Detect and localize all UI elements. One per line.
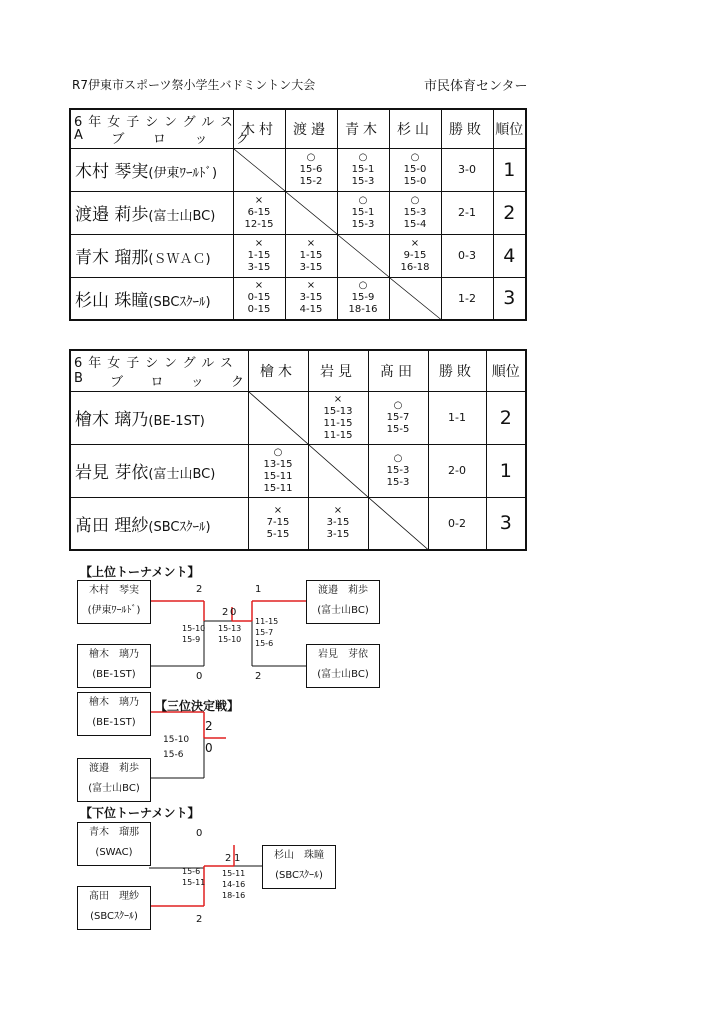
score: 3-15 <box>326 517 350 529</box>
col-header: 木村 <box>233 109 285 148</box>
col-header: 順位 <box>486 350 526 391</box>
score: 15-11 <box>263 482 293 494</box>
match-scores <box>182 623 205 645</box>
player-club: (伊東ﾜｰﾙﾄﾞ) <box>87 605 141 616</box>
player-name: 青木 瑠那 <box>89 827 139 838</box>
score: 15-10 <box>218 635 242 644</box>
player-club: (富士山BC) <box>88 783 140 794</box>
score: 9-15 <box>403 249 427 261</box>
game-count: 2 <box>196 584 203 595</box>
player-name: 杉山 珠瞳 <box>274 850 324 861</box>
score: 6-15 <box>247 206 271 218</box>
player-club: (富士山BC) <box>148 209 216 224</box>
player-club: (SBCｽｸｰﾙ) <box>148 519 211 535</box>
record-cell: 3-0 <box>441 148 493 191</box>
block-b-letter: ク <box>230 374 244 390</box>
score: 15-1 <box>351 206 375 218</box>
result-mark: ○ <box>358 280 368 292</box>
score: 14-16 <box>222 880 246 889</box>
match-scores <box>222 868 245 901</box>
score: 15-11 <box>263 470 293 482</box>
result-mark: ○ <box>410 151 420 163</box>
col-header: 順位 <box>493 109 526 148</box>
player-name: 髙田 理紗 <box>75 515 149 536</box>
record-cell: 1-2 <box>441 277 493 320</box>
player-name: 檜木 璃乃 <box>89 649 139 660</box>
player-name: 杉山 珠瞳 <box>75 290 149 311</box>
rank-cell: 4 <box>493 234 526 277</box>
score: 7-15 <box>266 517 290 529</box>
event-title: R7伊東市スポーツ祭小学生バドミントン大会 <box>72 78 316 92</box>
third-title: 【三位決定戦】 <box>155 699 240 713</box>
col-header: 髙田 <box>368 350 428 391</box>
player-box <box>77 822 151 866</box>
block-a-letter: ブ <box>111 131 125 147</box>
score: 15-9 <box>182 635 201 644</box>
match-scores <box>255 616 278 649</box>
score: 18-16 <box>348 304 378 316</box>
player-club: (富士山BC) <box>148 467 216 482</box>
block-b-letter: B <box>74 370 83 386</box>
result-mark: ○ <box>393 399 403 411</box>
player-box <box>77 692 151 736</box>
score: 15-3 <box>351 218 375 230</box>
player-club: (SWAC) <box>95 847 133 858</box>
player-box <box>306 644 380 688</box>
score: 1-15 <box>247 249 271 261</box>
record-cell: 0-3 <box>441 234 493 277</box>
score: 3-15 <box>299 292 323 304</box>
col-header: 岩見 <box>308 350 368 391</box>
score: 15-7 <box>255 628 274 637</box>
player-box <box>77 758 151 802</box>
block-b-letter: ロ <box>150 374 164 390</box>
player-club: (ＳＷＡＣ) <box>148 252 211 267</box>
rank-cell: 1 <box>493 148 526 191</box>
block-a-letter: A <box>74 127 83 143</box>
score: 5-15 <box>266 529 290 541</box>
result-mark: × <box>254 280 264 292</box>
score: 0-15 <box>247 304 271 316</box>
player-box <box>262 845 336 889</box>
score: 15-0 <box>403 163 427 175</box>
result-mark: ○ <box>358 194 368 206</box>
score: 0-15 <box>247 292 271 304</box>
score: 15-11 <box>182 878 206 887</box>
game-count: 2 <box>225 853 232 864</box>
rank-cell: 1 <box>486 444 526 497</box>
score: 16-18 <box>400 261 430 273</box>
result-mark: × <box>306 280 316 292</box>
result-mark: × <box>254 194 264 206</box>
score: 3-15 <box>247 261 271 273</box>
game-count: 0 <box>230 607 237 618</box>
score: 15-10 <box>163 735 190 745</box>
result-mark: ○ <box>306 151 316 163</box>
player-name: 青木 瑠那 <box>75 248 149 268</box>
score: 15-6 <box>182 867 201 876</box>
block-a-letter: ッ <box>194 131 208 147</box>
score: 15-11 <box>222 869 246 878</box>
lower-title: 【下位トーナメント】 <box>80 806 200 820</box>
block-a-letter: ロ <box>152 131 166 147</box>
record-cell: 1-1 <box>428 391 486 444</box>
score: 11-15 <box>323 417 353 429</box>
game-count: 2 <box>255 671 262 682</box>
result-mark: ○ <box>273 446 283 458</box>
block-a-title: 6年女子シングルス <box>74 115 239 130</box>
player-name: 檜木 璃乃 <box>89 697 139 708</box>
score: 15-13 <box>218 624 242 633</box>
score: 15-3 <box>403 206 427 218</box>
block-b-letter: ブ <box>110 374 124 390</box>
col-header: 檜木 <box>248 350 308 391</box>
player-name: 渡邉 莉歩 <box>89 763 139 774</box>
record-cell: 0-2 <box>428 497 486 550</box>
player-club: (富士山BC) <box>317 605 369 616</box>
player-club: (SBCｽｸｰﾙ) <box>90 911 138 922</box>
score: 15-5 <box>386 423 410 435</box>
player-club: (富士山BC) <box>317 669 369 680</box>
match-scores <box>163 733 189 763</box>
score: 4-15 <box>299 304 323 316</box>
score: 15-13 <box>323 405 353 417</box>
player-box <box>77 644 151 688</box>
score: 15-3 <box>351 175 375 187</box>
score: 15-1 <box>351 163 375 175</box>
player-club: (BE-1ST) <box>148 414 205 429</box>
player-club: (SBCｽｸｰﾙ) <box>148 294 211 310</box>
game-count: 1 <box>234 853 241 864</box>
result-mark: ○ <box>358 151 368 163</box>
col-header: 杉山 <box>389 109 441 148</box>
rank-cell: 2 <box>493 191 526 234</box>
result-mark: × <box>273 505 283 517</box>
player-club: (BE-1ST) <box>92 669 136 680</box>
score: 13-15 <box>263 458 293 470</box>
score: 15-3 <box>386 464 410 476</box>
player-box <box>77 580 151 624</box>
col-header: 渡邉 <box>285 109 337 148</box>
record-cell: 2-1 <box>441 191 493 234</box>
score: 15-9 <box>351 292 375 304</box>
player-name: 渡邉 莉歩 <box>75 205 149 225</box>
score: 15-3 <box>386 476 410 488</box>
score: 15-7 <box>386 411 410 423</box>
player-box <box>77 886 151 930</box>
score: 15-10 <box>182 624 206 633</box>
rank-cell: 3 <box>493 277 526 320</box>
game-count: 2 <box>205 719 213 733</box>
match-scores <box>218 623 241 645</box>
score: 15-2 <box>299 175 323 187</box>
player-name: 木村 琴実 <box>89 585 139 596</box>
score: 15-6 <box>255 639 274 648</box>
result-mark: × <box>254 237 264 249</box>
score: 15-6 <box>163 750 184 760</box>
col-header: 青木 <box>337 109 389 148</box>
rank-cell: 2 <box>486 391 526 444</box>
player-name: 木村 琴実 <box>75 162 149 182</box>
game-count: 1 <box>255 584 262 595</box>
block-a-letter: ク <box>235 131 249 147</box>
score: 1-15 <box>299 249 323 261</box>
col-header: 勝敗 <box>441 109 493 148</box>
result-mark: × <box>333 393 343 405</box>
player-box <box>306 580 380 624</box>
game-count: 0 <box>205 741 213 755</box>
venue: 市民体育センター <box>424 79 528 94</box>
score: 11-15 <box>255 617 279 626</box>
score: 3-15 <box>326 529 350 541</box>
record-cell: 2-0 <box>428 444 486 497</box>
game-count: 2 <box>222 607 229 618</box>
player-club: (SBCｽｸｰﾙ) <box>275 870 323 881</box>
match-scores <box>182 866 205 888</box>
result-mark: × <box>306 237 316 249</box>
score: 15-6 <box>299 163 323 175</box>
player-name: 岩見 芽依 <box>318 649 368 660</box>
player-name: 渡邉 莉歩 <box>318 585 368 596</box>
game-count: 0 <box>196 671 203 682</box>
block-b-title: 6年女子シングルス <box>74 356 239 371</box>
upper-title: 【上位トーナメント】 <box>80 565 200 579</box>
player-club: (伊東ﾜｰﾙﾄﾞ) <box>148 166 218 181</box>
score: 15-4 <box>403 218 427 230</box>
score: 18-16 <box>222 891 246 900</box>
result-mark: × <box>333 505 343 517</box>
player-name: 髙田 理紗 <box>89 891 139 902</box>
score: 11-15 <box>323 429 353 441</box>
score: 15-0 <box>403 175 427 187</box>
rank-cell: 3 <box>486 497 526 550</box>
result-mark: ○ <box>393 452 403 464</box>
player-name: 檜木 璃乃 <box>75 410 149 430</box>
player-name: 岩見 芽依 <box>75 463 149 483</box>
result-mark: × <box>410 237 420 249</box>
col-header: 勝敗 <box>428 350 486 391</box>
player-club: (BE-1ST) <box>92 717 136 728</box>
game-count: 0 <box>196 828 203 839</box>
result-mark: ○ <box>410 194 420 206</box>
score: 3-15 <box>299 261 323 273</box>
block-b-letter: ッ <box>190 374 204 390</box>
game-count: 2 <box>196 914 203 925</box>
score: 12-15 <box>244 218 274 230</box>
